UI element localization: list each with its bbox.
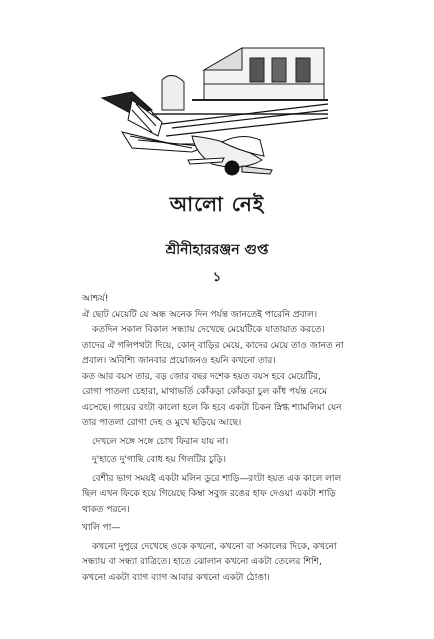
paragraph-line: বেশীর ভাগ সময়ই একটা মলিন ডুরে শাড়ি—রংটা হয়ত এক কালে লাল xyxy=(92,473,342,484)
paragraph-line: তার পাতলা রোগা দেহ ও মুখে ছড়িয়ে আছে। xyxy=(82,418,242,428)
paragraph-line: ছিল এখন ফিকে হয়ে গিয়েছে কিম্বা সবুজ রঙের হাফ দেওয়া একটা শাড়ি xyxy=(82,489,336,499)
chapter-number: ১ xyxy=(212,270,222,285)
paragraph-line: কখনো দুপুরে দেখেছে ওকে কখনো, কখনো বা সকালের দিকে, কখনো xyxy=(92,541,337,552)
paragraph-line: তাদের ঐ গলিপথটা দিয়ে, কোন্ বাড়ির মেয়ে, কাদের মেয়ে তাও জানত না xyxy=(82,340,344,351)
paragraph-line: সন্ধ্যায় বা সন্ধ্যা রাত্রিতে। হাতে ঝোলান কখনো একটা তেলের শিশি, xyxy=(82,557,322,567)
paragraph-line: কতদিন সকাল বিকাল সন্ধ্যায় দেখেছে মেয়েটিকে যাতায়াত করতে। xyxy=(92,325,325,335)
house-drawing xyxy=(152,48,328,114)
paragraph-line: প্রবাল। অবিশ্যি জানবার প্রয়োজনও হয়নি কখনো তার। xyxy=(82,356,276,366)
paragraph-line: কত আর বয়স তার, বড় জোর বছর দশেক হয়ত বয়স হবে মেয়েটির, xyxy=(82,371,321,382)
paragraph-line: খালি পা— xyxy=(82,523,121,533)
road-lines xyxy=(162,104,328,136)
story-title: আলো নেই xyxy=(169,192,265,216)
story-body xyxy=(82,292,382,586)
story-author: শ্রীনীহাররঞ্জন গুপ্ত xyxy=(165,242,269,258)
paragraph-line: রোগা পাতলা চেহারা, মাথাভর্তি কোঁকড়া কোঁকড়া চুল কাঁধ পর্যন্ত নেমে xyxy=(82,387,328,397)
story-illustration xyxy=(92,40,332,180)
paragraph-line: কখনো একটা ব্যাগ ব্যাগ আবার কখনো একটা ঠোঙা। xyxy=(82,572,270,583)
paragraph-line: এসেছে। গায়ের রংটা কালো হলে কি হবে একটা চিকন স্নিগ্ধ শ্যামলিমা যেন xyxy=(82,402,342,413)
paragraph-line: দেখলে সঙ্গে সঙ্গে চোখ ফিরান যায় না। xyxy=(92,436,229,447)
paragraph-line: থাকত পরনে। xyxy=(82,504,130,515)
paragraph-line: দু'হাতে দু'গাছি বোধ হয় গিলটির চুড়ি। xyxy=(92,455,226,465)
paragraph-line: ঐ ছোট মেয়েটি যে অন্ধ অনেক দিন পর্যন্ত জানতেই পারেনি প্রবাল। xyxy=(82,309,318,320)
paragraph-line: আশ্চর্য! xyxy=(82,294,109,304)
